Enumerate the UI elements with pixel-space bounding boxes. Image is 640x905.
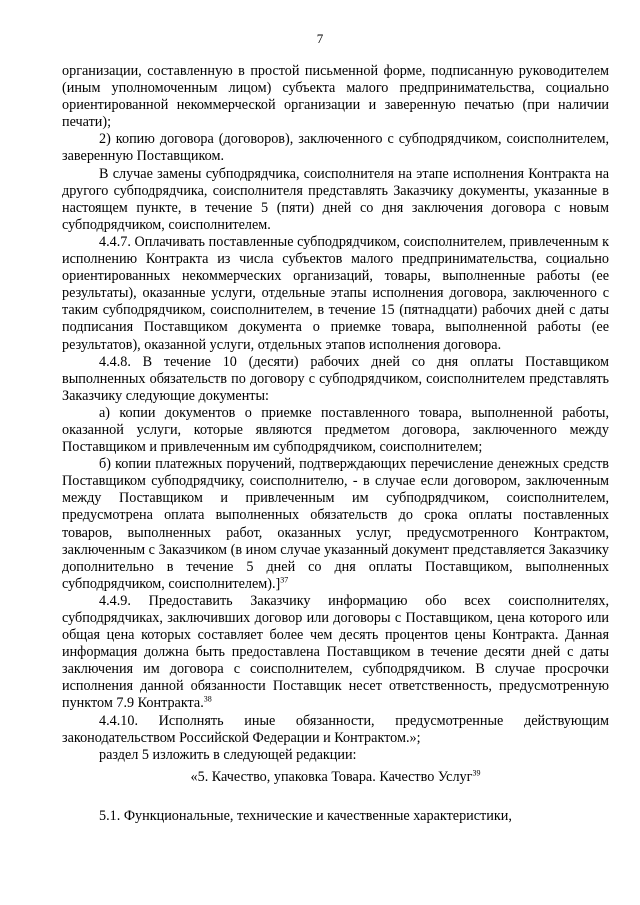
paragraph: раздел 5 изложить в следующей редакции: — [99, 746, 357, 763]
paragraph: 2) копию договора (договоров), заключенного с субподрядчиком, соисполнителем, заверенную Поставщиком. — [62, 131, 609, 165]
paragraph: 5.1. Функциональные, технические и качественные характеристики, — [99, 807, 512, 824]
paragraph: организации, составленную в простой письменной форме, подписанную руководителем (иным уполномоченным лицом) субъекта малого предпринимательства, социально ориентированной некоммерческой организации и заверенную печатью (при наличии печати); — [62, 63, 609, 131]
paragraph: б) копии платежных поручений, подтверждающих перечисление денежных средств Поставщиком субподрядчику, соисполнителю, - в случае если договором, заключенным между Поставщиком и привлеченным им субподрядчиком, соисполнителем, предусмотрена оплата выполненных обязательств до срока оплаты поставленных товаров, выполненных работ, оказанных услуг, предусмотренного Контрактом, заключенным с Заказчиком (в ином случае указанный документ представляется Заказчику дополнительно в течение 5 дней со дня оплаты Поставщиком, выполненных субподрядчиком, соисполнителем).]$^{37}$ — [62, 456, 609, 592]
page-number: 7 — [316, 31, 324, 46]
paragraph: 4.4.8. В течение 10 (десяти) рабочих дней со дня оплаты Поставщиком выполненных обязательств по договору с субподрядчиком, соисполнителем представлять Заказчику следующие документы: — [62, 353, 609, 404]
paragraph: 4.4.7. Оплачивать поставленные субподрядчиком, соисполнителем, привлеченным к исполнению Контракта из числа субъектов малого предпринимательства, социально ориентированных некоммерческих организаций, товары, выполненные работы (ее результаты), оказанные услуги, отдельные этапы исполнения договора, заключенного с таким субподрядчиком, соисполнителем, в течение 15 (пятнадцати) рабочих дней с даты подписания Поставщиком документа о приемке товара, выполненной работы (ее результатов), оказанной услуги, отдельных этапов исполнения договора. — [62, 233, 609, 353]
footnote-ref: 38 — [203, 694, 212, 704]
paragraph: а) копии документов о приемке поставленного товара, выполненной работы, оказанной услуги, которые являются предметом договора, заключенного между Поставщиком и привлеченным им субподрядчиком, соисполнителем; — [62, 404, 609, 456]
footnote-ref: 39 — [472, 768, 481, 778]
footnote-ref: 37 — [280, 575, 289, 585]
paragraph: 4.4.9. Предоставить Заказчику информацию обо всех соисполнителях, субподрядчиках, заключивших договор или договоры с Поставщиком, цена которого или общая цена которых составляет более чем десять процентов цены Контракта. Данная информация должна быть предоставлена Поставщиком в течение десяти дней с даты заключения им договора с соисполнителем, субподрядчиком. В случае просрочки исполнения данной обязанности Поставщик несет ответственность, предусмотренную пунктом 7.9 Контракта.$^{38}$ — [62, 592, 609, 712]
section-heading: «5. Качество, упаковка Товара. Качество Услуг$^{39}$ — [190, 768, 481, 785]
paragraph: 4.4.10. Исполнять иные обязанности, предусмотренные действующим законодательством Российской Федерации и Контрактом.»; — [62, 712, 609, 746]
document-body — [62, 63, 609, 825]
paragraph: В случае замены субподрядчика, соисполнителя на этапе исполнения Контракта на другого субподрядчика, соисполнителя представлять Заказчику документы, указанные в настоящем пункте, в течение 5 (пяти) дней со дня заключения договора с новым субподрядчиком, соисполнителем. — [62, 165, 609, 233]
